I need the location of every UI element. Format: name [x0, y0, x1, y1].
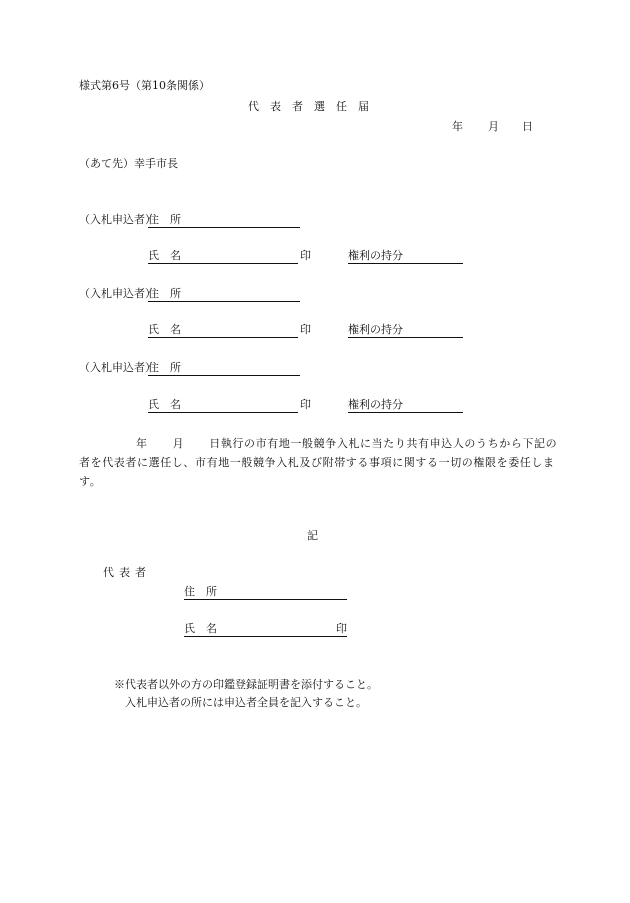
applicant-label: （入札申込者）	[79, 287, 156, 300]
address-field[interactable]	[148, 213, 300, 228]
name-field[interactable]	[148, 398, 298, 413]
share-label: 権利の持分	[348, 323, 403, 336]
body-year: 年	[136, 437, 148, 450]
share-label: 権利の持分	[348, 249, 403, 262]
address-label: 住 所	[148, 287, 181, 300]
address-label: 住 所	[148, 361, 181, 374]
addressee: （あて先）幸手市長	[79, 157, 178, 170]
ki-heading: 記	[307, 529, 318, 542]
address-field[interactable]	[148, 287, 300, 302]
date-day: 日	[522, 120, 533, 133]
document-title: 代表者選任届	[248, 100, 380, 113]
seal-mark: 印	[300, 323, 311, 336]
representative-name-field[interactable]	[184, 622, 347, 637]
seal-mark: 印	[300, 249, 311, 262]
note-line: ※代表者以外の方の印鑑登録証明書を添付すること。	[114, 678, 378, 691]
note-line: 入札申込者の所には申込者全員を記入すること。	[125, 696, 367, 709]
share-label: 権利の持分	[348, 398, 403, 411]
name-label: 氏 名	[148, 249, 181, 262]
body-text: 日執行の市有地一般競争入札に当たり共有申込人のうちから下記の者を代表者に選任し、市有地一般競争入札及び附帯する事項に関する一切の権限を委任します。	[79, 437, 558, 488]
representative-address-field[interactable]	[184, 585, 347, 600]
name-label: 氏 名	[184, 622, 217, 635]
form-number: 様式第6号（第10条関係）	[79, 79, 210, 92]
address-field[interactable]	[148, 361, 300, 376]
share-field[interactable]	[348, 249, 463, 264]
representative-label: 代表者	[103, 566, 151, 579]
name-label: 氏 名	[148, 398, 181, 411]
share-field[interactable]	[348, 398, 463, 413]
seal-mark: 印	[336, 622, 347, 635]
delegation-paragraph	[79, 434, 561, 491]
date-month: 月	[488, 120, 499, 133]
body-month: 月	[172, 437, 185, 450]
seal-mark: 印	[300, 398, 311, 411]
address-label: 住 所	[148, 213, 181, 226]
share-field[interactable]	[348, 323, 463, 338]
date-year: 年	[452, 120, 463, 133]
name-field[interactable]	[148, 249, 298, 264]
name-field[interactable]	[148, 323, 298, 338]
applicant-label: （入札申込者）	[79, 361, 156, 374]
applicant-label: （入札申込者）	[79, 213, 156, 226]
name-label: 氏 名	[148, 323, 181, 336]
address-label: 住 所	[184, 585, 217, 598]
